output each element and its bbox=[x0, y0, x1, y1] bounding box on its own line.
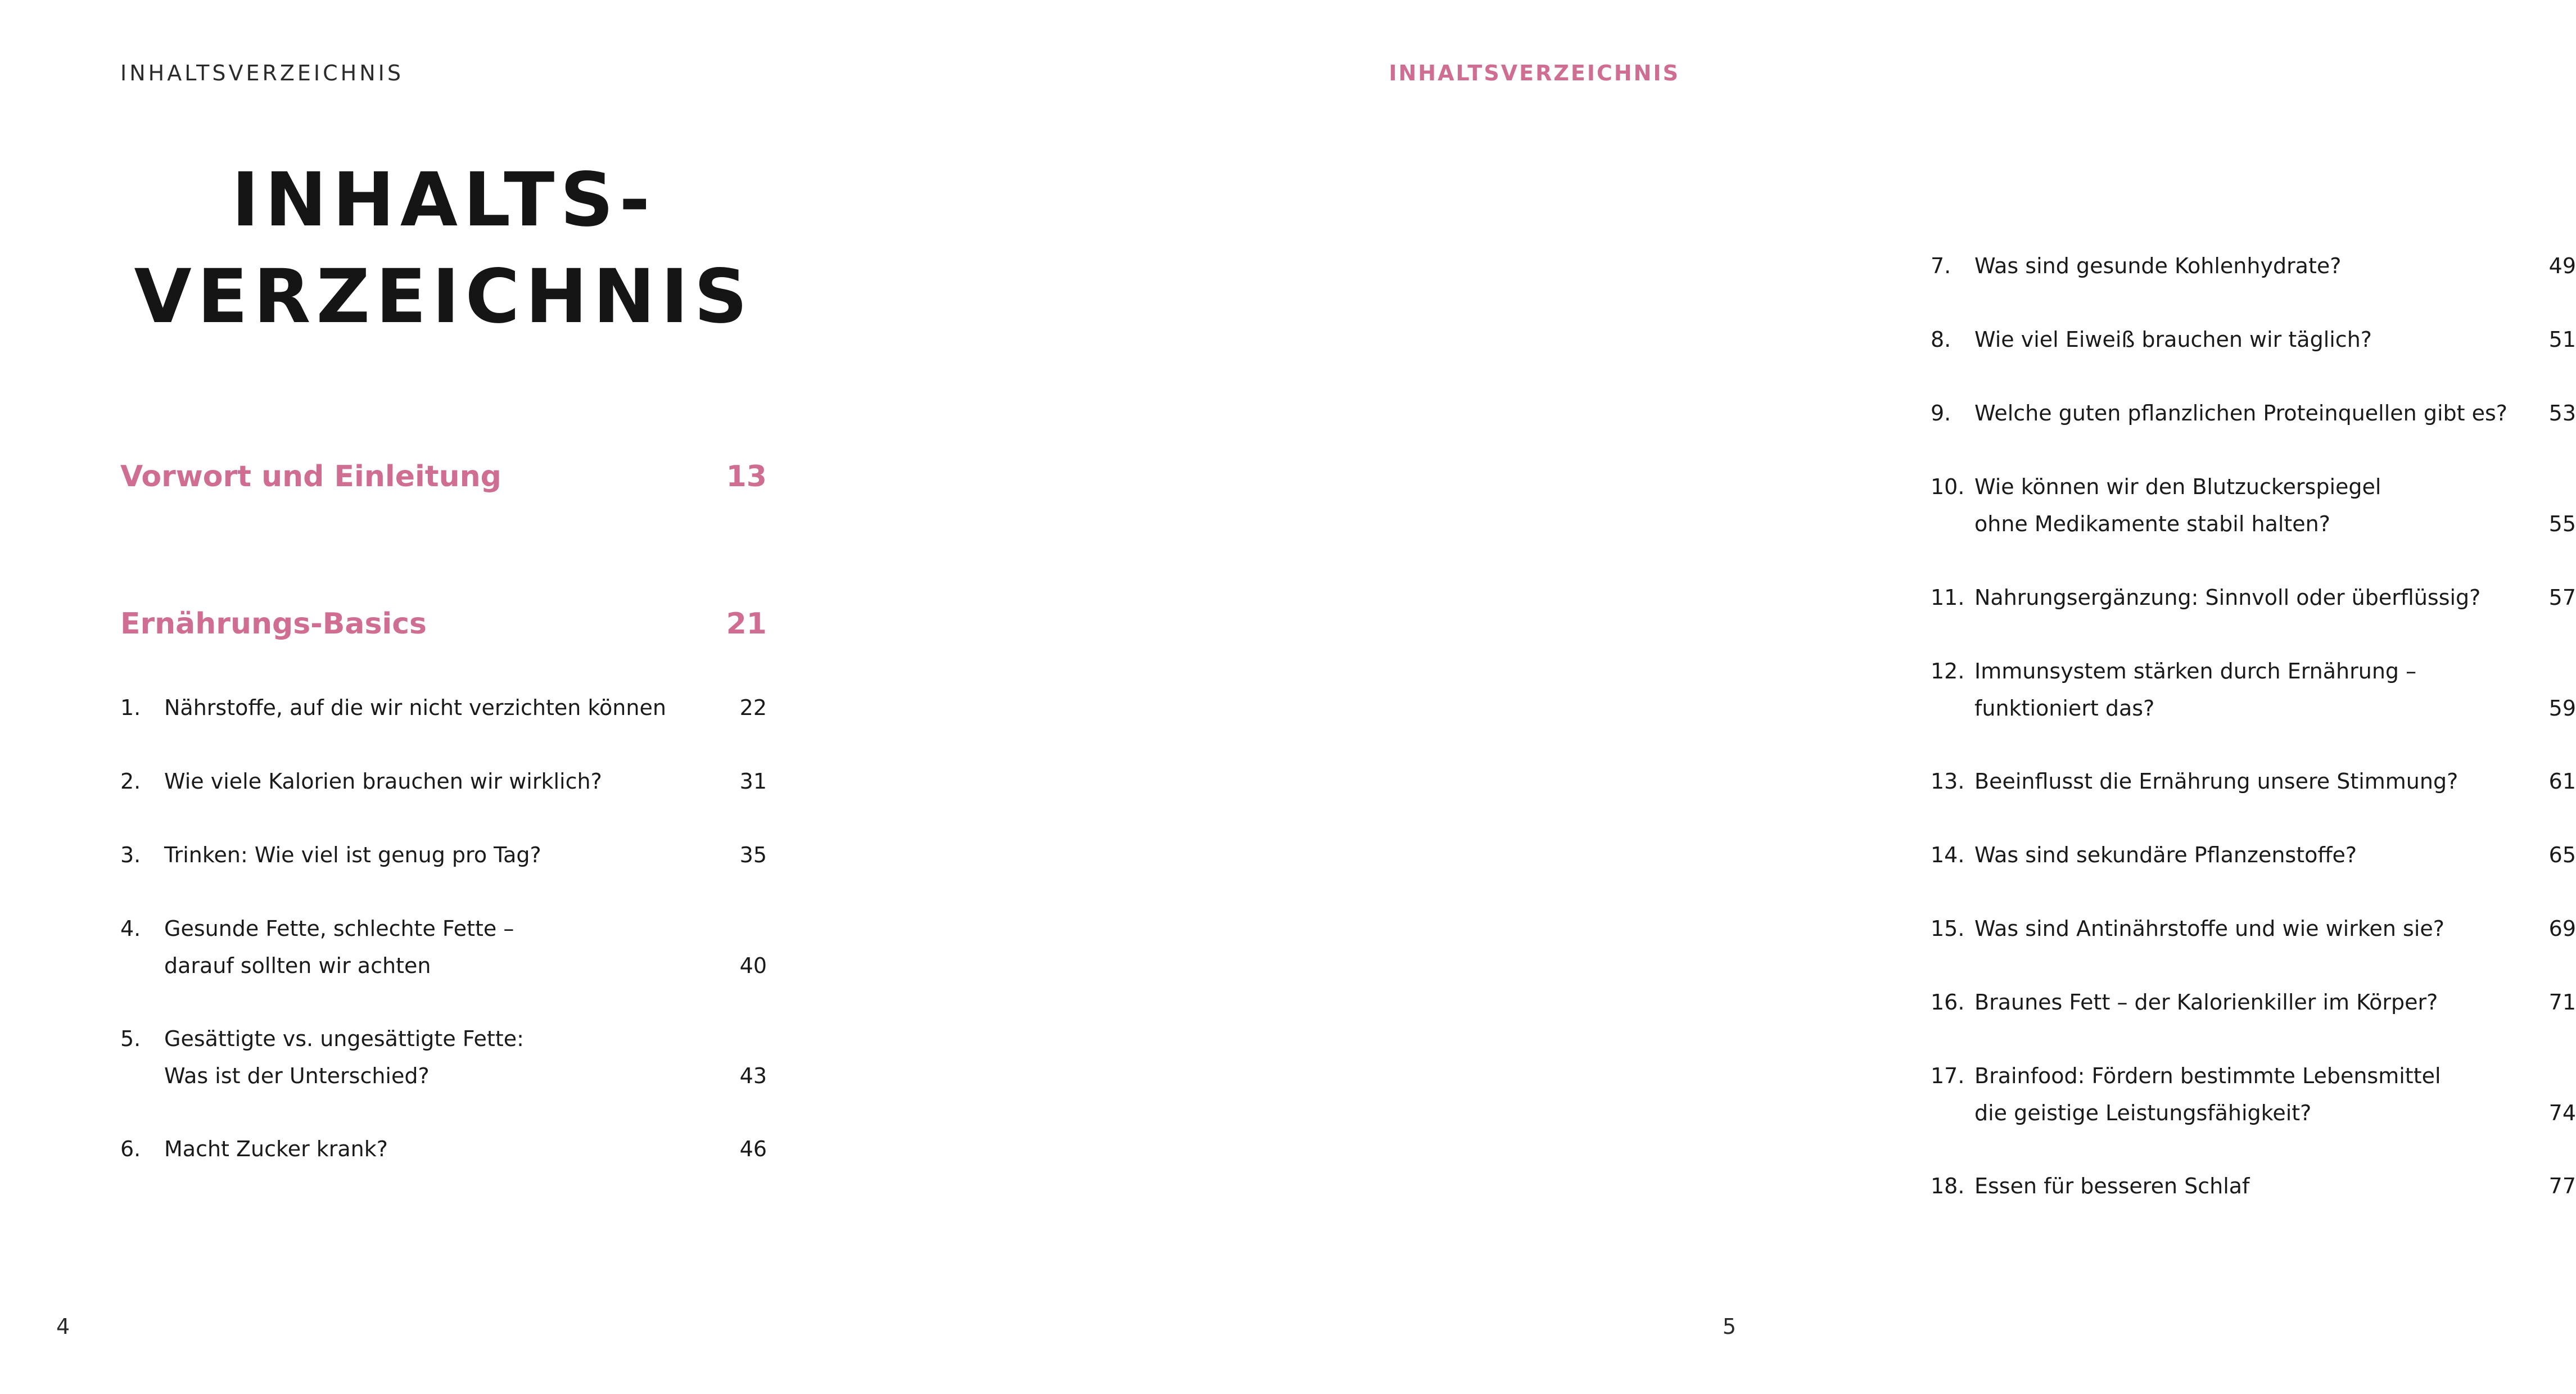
entry-title: Gesättigte vs. ungesättigte Fette: bbox=[164, 1026, 524, 1051]
entry-title: Nährstoffe, auf die wir nicht verzichten können bbox=[164, 695, 666, 720]
entry-page: 65 bbox=[2548, 843, 2576, 867]
left-page bbox=[0, 0, 896, 1394]
entry-page: 46 bbox=[739, 1137, 767, 1161]
entry-page: 49 bbox=[2548, 254, 2576, 278]
entry-page: 22 bbox=[739, 695, 767, 720]
entry-number: 8. bbox=[1931, 327, 1951, 352]
running-head-left: INHALTSVERZEICHNIS bbox=[120, 61, 404, 85]
entry-title: Wie viel Eiweiß brauchen wir täglich? bbox=[1974, 327, 2372, 352]
toc-entry-1[interactable] bbox=[120, 689, 767, 726]
section-page: 21 bbox=[726, 607, 767, 641]
entry-page: 43 bbox=[739, 1063, 767, 1088]
entry-number: 11. bbox=[1931, 585, 1965, 610]
entry-title: Immunsystem stärken durch Ernährung – bbox=[1974, 659, 2417, 684]
toc-entry-12[interactable] bbox=[1931, 653, 2576, 727]
right-page bbox=[896, 0, 2576, 1394]
entry-number: 4. bbox=[120, 916, 141, 941]
toc-entry-8[interactable] bbox=[1931, 321, 2576, 358]
entry-number: 10. bbox=[1931, 474, 1965, 499]
entry-number: 7. bbox=[1931, 254, 1951, 278]
entry-title: Was sind Antinährstoffe und wie wirken sie? bbox=[1974, 916, 2444, 941]
toc-entry-18[interactable] bbox=[1931, 1167, 2576, 1205]
entry-number: 3. bbox=[120, 843, 141, 867]
entry-title: Welche guten pflanzlichen Proteinquellen gibt es? bbox=[1974, 401, 2507, 426]
entry-number: 12. bbox=[1931, 659, 1965, 684]
entry-number: 17. bbox=[1931, 1063, 1965, 1088]
entry-number: 15. bbox=[1931, 916, 1965, 941]
entry-title: Was sind sekundäre Pflanzenstoffe? bbox=[1974, 843, 2357, 867]
entry-number: 5. bbox=[120, 1026, 141, 1051]
toc-entry-11[interactable] bbox=[1931, 579, 2576, 616]
toc-entry-15[interactable] bbox=[1931, 910, 2576, 947]
page-number-right: 5 bbox=[1722, 1314, 1736, 1339]
page-number-left: 4 bbox=[56, 1314, 70, 1339]
running-head-right: INHALTSVERZEICHNIS bbox=[1389, 61, 1680, 85]
toc-entry-13[interactable] bbox=[1931, 763, 2576, 800]
section-title: Ernährungs-Basics bbox=[120, 607, 427, 641]
entry-title: Macht Zucker krank? bbox=[164, 1137, 388, 1161]
toc-entry-9[interactable] bbox=[1931, 395, 2576, 432]
entry-title: Beeinflusst die Ernährung unsere Stimmung? bbox=[1974, 769, 2459, 794]
toc-entry-4[interactable] bbox=[120, 910, 767, 984]
entry-page: 69 bbox=[2548, 916, 2576, 941]
entry-page: 77 bbox=[2548, 1174, 2576, 1198]
entry-number: 13. bbox=[1931, 769, 1965, 794]
entry-number: 1. bbox=[120, 695, 141, 720]
section-title: Vorwort und Einleitung bbox=[120, 460, 501, 494]
page-title bbox=[120, 152, 767, 345]
entry-page: 74 bbox=[2548, 1101, 2576, 1125]
entry-number: 14. bbox=[1931, 843, 1965, 867]
toc-entry-10[interactable] bbox=[1931, 468, 2576, 542]
entry-page: 59 bbox=[2548, 696, 2576, 721]
entry-title: Nahrungsergänzung: Sinnvoll oder überflüssig? bbox=[1974, 585, 2481, 610]
toc-entry-6[interactable] bbox=[120, 1130, 767, 1167]
entry-title: Braunes Fett – der Kalorienkiller im Körper? bbox=[1974, 990, 2438, 1015]
section-page: 13 bbox=[726, 460, 767, 494]
entry-number: 9. bbox=[1931, 401, 1951, 426]
page-title-line-2: VERZEICHNIS bbox=[134, 254, 753, 340]
entry-number: 2. bbox=[120, 769, 141, 794]
entry-title: Essen für besseren Schlaf bbox=[1974, 1174, 2250, 1198]
entry-page: 55 bbox=[2548, 512, 2576, 536]
entry-page: 51 bbox=[2548, 327, 2576, 352]
entry-title: Trinken: Wie viel ist genug pro Tag? bbox=[164, 843, 541, 867]
entry-title-continued: funktioniert das? bbox=[1974, 696, 2155, 721]
entry-title-continued: die geistige Leistungsfähigkeit? bbox=[1974, 1101, 2312, 1125]
toc-entry-7[interactable] bbox=[1931, 247, 2576, 284]
toc-entry-3[interactable] bbox=[120, 836, 767, 873]
toc-entry-14[interactable] bbox=[1931, 836, 2576, 873]
entry-page: 57 bbox=[2548, 585, 2576, 610]
entry-title-continued: darauf sollten wir achten bbox=[164, 953, 431, 978]
entry-title: Wie können wir den Blutzuckerspiegel bbox=[1974, 474, 2381, 499]
toc-section-vorwort[interactable] bbox=[120, 454, 767, 499]
entry-page: 53 bbox=[2548, 401, 2576, 426]
entry-title: Gesunde Fette, schlechte Fette – bbox=[164, 916, 514, 941]
page-title-line-1: INHALTS- bbox=[231, 157, 656, 243]
entry-number: 6. bbox=[120, 1137, 141, 1161]
toc-entry-2[interactable] bbox=[120, 763, 767, 800]
entry-title: Brainfood: Fördern bestimmte Lebensmittel bbox=[1974, 1063, 2441, 1088]
entry-number: 16. bbox=[1931, 990, 1965, 1015]
entry-number: 18. bbox=[1931, 1174, 1965, 1198]
entry-page: 31 bbox=[739, 769, 767, 794]
entry-title: Wie viele Kalorien brauchen wir wirklich? bbox=[164, 769, 602, 794]
entry-page: 71 bbox=[2548, 990, 2576, 1015]
entry-title: Was sind gesunde Kohlenhydrate? bbox=[1974, 254, 2342, 278]
toc-entry-5[interactable] bbox=[120, 1020, 767, 1094]
toc-entry-17[interactable] bbox=[1931, 1057, 2576, 1132]
entry-page: 35 bbox=[739, 843, 767, 867]
toc-entry-16[interactable] bbox=[1931, 984, 2576, 1021]
toc-section-ernaehrungs-basics[interactable] bbox=[120, 601, 767, 646]
entry-title-continued: ohne Medikamente stabil halten? bbox=[1974, 512, 2330, 536]
entry-page: 61 bbox=[2548, 769, 2576, 794]
entry-page: 40 bbox=[739, 953, 767, 978]
entry-title-continued: Was ist der Unterschied? bbox=[164, 1063, 430, 1088]
